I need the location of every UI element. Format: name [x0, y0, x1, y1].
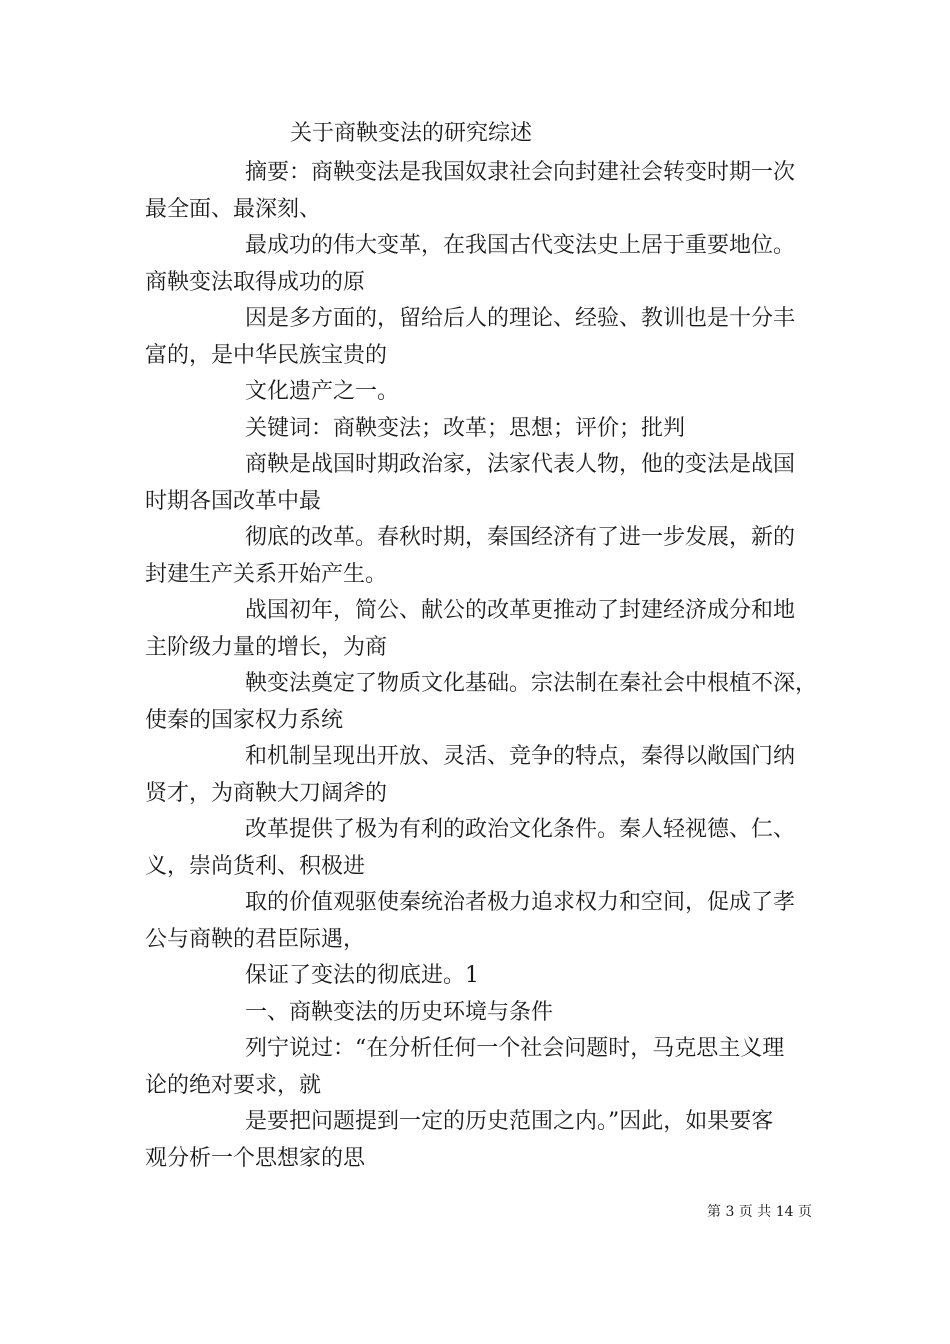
paragraph-continuation-line: 观分析一个思想家的思	[145, 1145, 366, 1171]
paragraph-first-line: 改革提供了极为有利的政治文化条件。秦人轻视德、仁、	[245, 817, 796, 842]
paragraph-first-line: 和机制呈现出开放、灵活、竞争的特点，秦得以敞国门纳	[245, 744, 796, 769]
paragraph-continuation-line: 使秦的国家权力系统	[145, 707, 344, 733]
paragraph-first-line: 商鞅是战国时期政治家，法家代表人物，他的变法是战国	[245, 452, 796, 477]
paragraph-first-line: 战国初年，简公、献公的改革更推动了封建经济成分和地	[245, 598, 796, 623]
paragraph-first-line: 一、商鞅变法的历史环境与条件	[245, 999, 554, 1025]
paragraph-continuation-line: 义，崇尚货利、积极进	[145, 853, 366, 879]
paragraph	[145, 155, 810, 228]
paragraph	[145, 1031, 810, 1104]
paragraph	[145, 958, 810, 995]
paragraph-continuation-line: 论的绝对要求，就	[145, 1072, 322, 1098]
paragraph-continuation-line: 最全面、最深刻、	[145, 196, 322, 222]
paragraph-first-line: 文化遗产之一。	[245, 379, 400, 404]
paragraph	[145, 885, 810, 958]
paragraph-continuation-line: 公与商鞅的君臣际遇，	[145, 926, 366, 952]
paragraph	[145, 739, 810, 812]
paragraph-first-line: 关键词：商鞅变法；改革；思想；评价；批判	[245, 415, 686, 441]
paragraph	[145, 812, 810, 885]
paragraph-first-line: 摘要：商鞅变法是我国奴隶社会向封建社会转变时期一次	[245, 160, 796, 185]
document-title: 关于商鞅变法的研究综述	[290, 121, 533, 146]
paragraph	[145, 228, 810, 301]
paragraph	[145, 593, 810, 666]
paragraph-first-line: 保证了变法的彻底进。1	[245, 963, 479, 988]
paragraph-continuation-line: 封建生产关系开始产生。	[145, 561, 388, 587]
paragraph	[145, 374, 810, 411]
paragraph-continuation-line: 时期各国改革中最	[145, 488, 322, 514]
paragraph-first-line: 列宁说过：“在分析任何一个社会问题时，马克思主义理	[245, 1036, 785, 1061]
paragraph	[145, 447, 810, 520]
paragraph-first-line: 鞅变法奠定了物质文化基础。宗法制在秦社会中根植不深，	[245, 671, 818, 696]
paragraph-continuation-line: 主阶级力量的增长，为商	[145, 634, 388, 660]
paragraph-continuation-line: 富的，是中华民族宝贵的	[145, 342, 388, 368]
paragraph-first-line: 因是多方面的，留给后人的理论、经验、教训也是十分丰	[245, 306, 796, 331]
paragraph	[145, 666, 818, 739]
page-number-footer: 第 3 页 共 14 页	[707, 1204, 812, 1220]
paragraph	[145, 995, 810, 1032]
paragraph	[145, 1104, 810, 1177]
paragraph	[145, 520, 810, 593]
paragraph-first-line: 取的价值观驱使秦统治者极力追求权力和空间，促成了孝	[245, 890, 796, 915]
document-body	[145, 155, 818, 1177]
paragraph-first-line: 是要把问题提到一定的历史范围之内。”因此，如果要客	[245, 1109, 774, 1134]
paragraph-first-line: 彻底的改革。春秋时期，秦国经济有了进一步发展，新的	[245, 525, 796, 550]
paragraph-first-line: 最成功的伟大变革，在我国古代变法史上居于重要地位。	[245, 233, 796, 258]
paragraph	[145, 301, 810, 374]
paragraph	[145, 411, 810, 448]
paragraph-continuation-line: 商鞅变法取得成功的原	[145, 269, 366, 295]
paragraph-continuation-line: 贤才，为商鞅大刀阔斧的	[145, 780, 388, 806]
